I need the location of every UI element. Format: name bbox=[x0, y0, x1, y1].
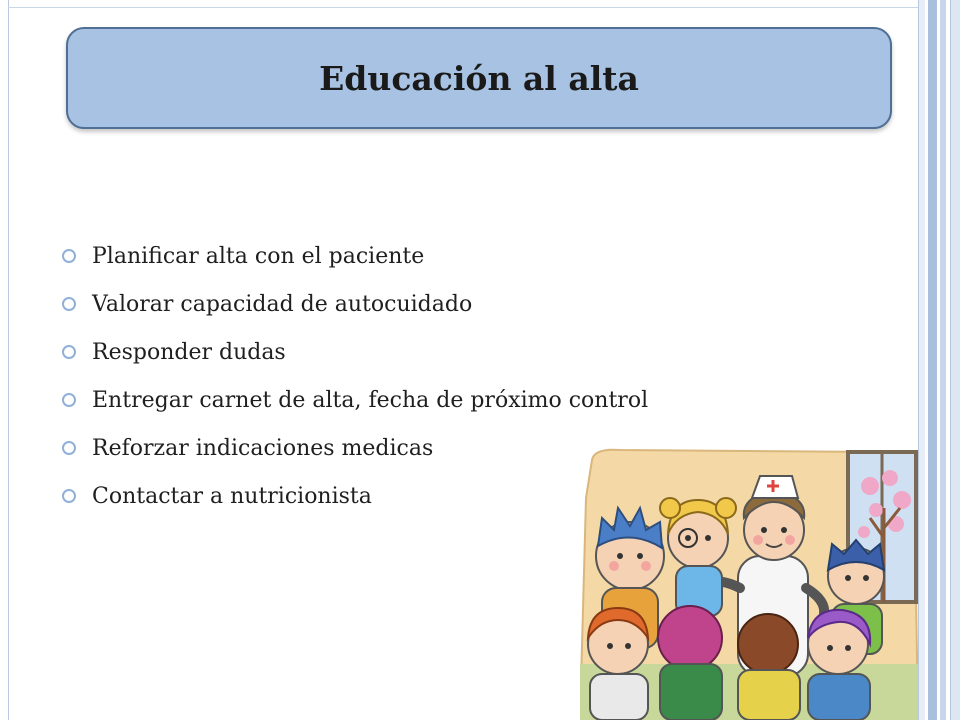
bullet-item bbox=[62, 280, 842, 328]
bullet-text: Planificar alta con el paciente bbox=[92, 243, 425, 269]
bullet-item bbox=[62, 376, 842, 424]
bullet-text: Responder dudas bbox=[92, 339, 286, 365]
frame-right-bar bbox=[950, 0, 960, 720]
bullet-ring-icon bbox=[62, 249, 76, 263]
frame-right-bar bbox=[918, 0, 925, 720]
frame-right-bar bbox=[940, 0, 946, 720]
bullet-text: Contactar a nutricionista bbox=[92, 483, 372, 509]
bullet-item bbox=[62, 328, 842, 376]
title-box bbox=[66, 27, 892, 129]
slide-title: Educación al alta bbox=[319, 58, 639, 98]
frame-right-bar bbox=[928, 0, 937, 720]
bullet-ring-icon bbox=[62, 393, 76, 407]
bullet-text: Reforzar indicaciones medicas bbox=[92, 435, 434, 461]
frame-left-line bbox=[8, 0, 9, 720]
bullet-text: Valorar capacidad de autocuidado bbox=[92, 291, 473, 317]
frame-top-line bbox=[8, 7, 918, 8]
bullet-ring-icon bbox=[62, 345, 76, 359]
nurse-children-illustration bbox=[580, 438, 918, 720]
bullet-ring-icon bbox=[62, 441, 76, 455]
bullet-ring-icon bbox=[62, 297, 76, 311]
bullet-item bbox=[62, 232, 842, 280]
bullet-ring-icon bbox=[62, 489, 76, 503]
bullet-text: Entregar carnet de alta, fecha de próximo control bbox=[92, 387, 649, 413]
